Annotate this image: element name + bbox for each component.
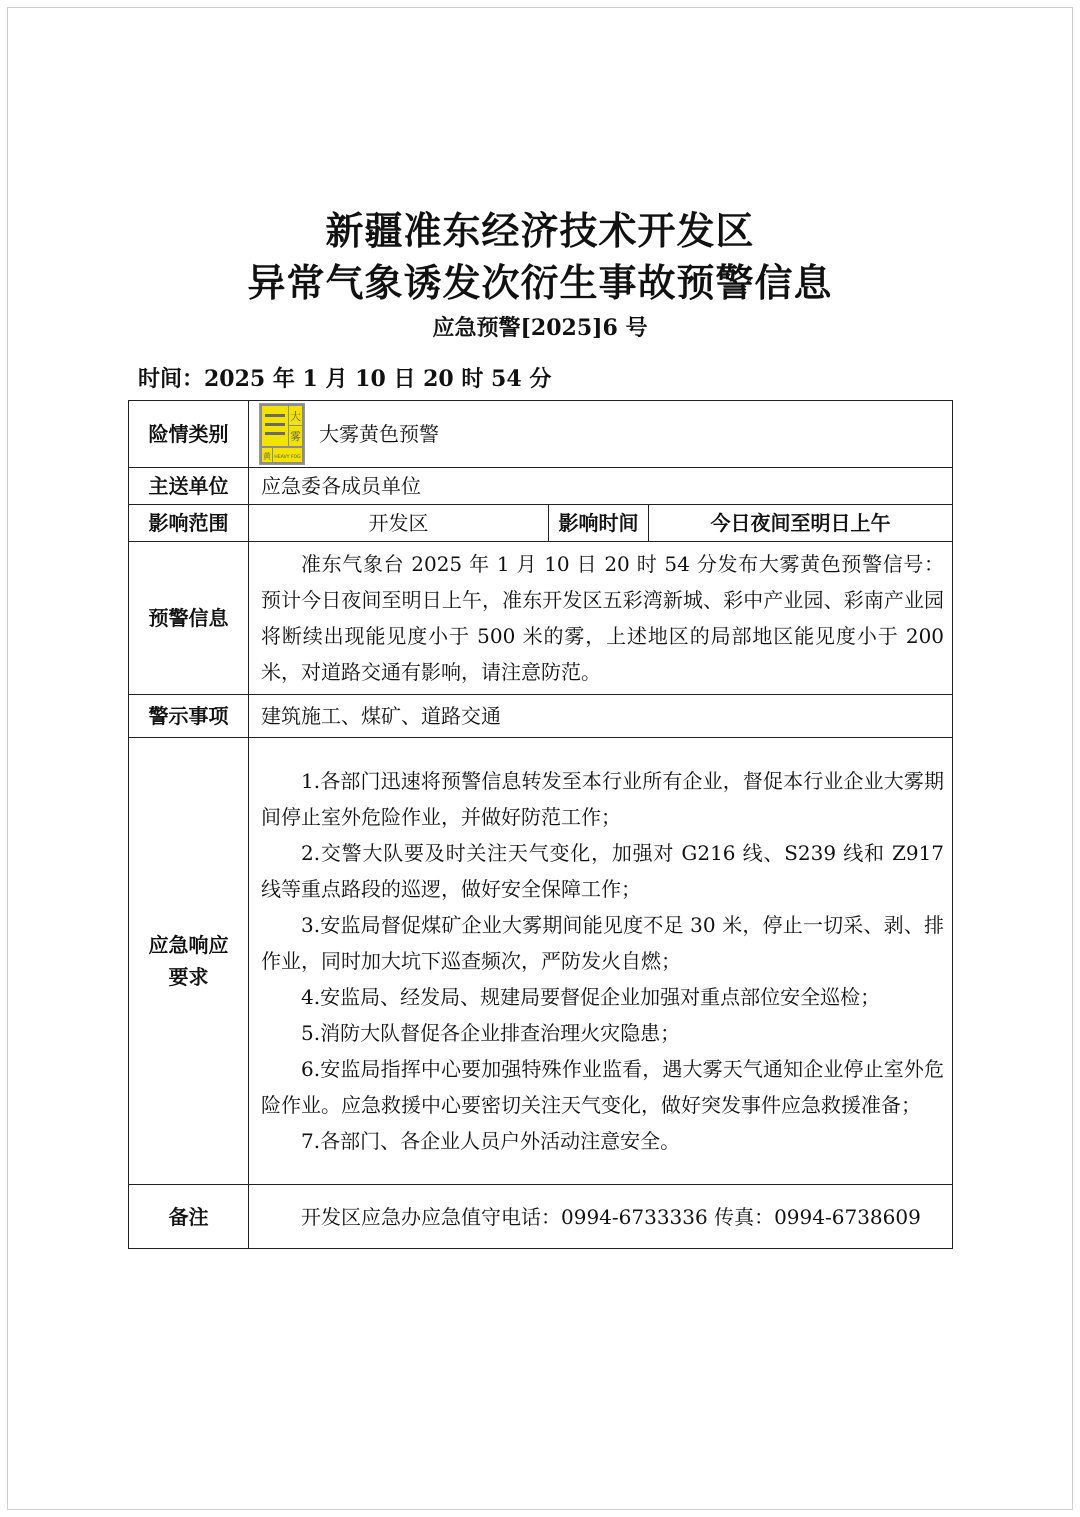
response-item: 5.消防大队督促各企业排查治理火灾隐患； (301, 1021, 681, 1045)
fog-icon-caption: HEAVY FOG (274, 455, 301, 460)
row-alert-items (129, 695, 953, 738)
response-item: 2.交警大队要及时关注天气变化，加强对 G216 线、S239 线和 Z917 线等重点路段的巡逻，做好安全保障工作； (261, 841, 945, 901)
warning-info-text: 准东气象台 2025 年 1 月 10 日 20 时 54 分发布大雾黄色预警信号：预计今日夜间至明日上午，准东开发区五彩湾新城、彩中产业园、彩南产业园将断续出现能见度小于 500 米的雾，上述地区的局部地区能见度小于 200 米，对道路交通有影响，请注意防范。 (261, 552, 945, 684)
fog-icon-char1: 大 (290, 410, 301, 423)
hazard-value: 大雾黄色预警 (319, 422, 439, 446)
remark-cell (249, 1185, 953, 1249)
alert-items-label: 警示事项 (129, 695, 249, 738)
row-hazard-type (129, 401, 953, 468)
fog-icon-char2: 雾 (290, 430, 301, 443)
impact-time-label: 影响时间 (549, 505, 649, 542)
row-recipient (129, 468, 953, 505)
heavy-fog-yellow-warning-icon (259, 403, 305, 465)
document-title-line2: 异常气象诱发次衍生事故预警信息 (247, 261, 833, 305)
emergency-response-label-line1: 应急响应 (148, 933, 229, 957)
fog-icon-char3: 黄 (263, 452, 271, 461)
warning-info-label: 预警信息 (129, 542, 249, 695)
issue-time: 时间：2025 年 1 月 10 日 20 时 54 分 (138, 366, 552, 392)
remark-label: 备注 (129, 1185, 249, 1249)
emergency-response-label-line2: 要求 (168, 965, 209, 989)
response-item: 1.各部门迅速将预警信息转发至本行业所有企业，督促本行业企业大雾期间停止室外危险作业，并做好防范工作； (261, 769, 945, 829)
row-scope (129, 505, 953, 542)
remark-value: 开发区应急办应急值守电话：0994-6733336 传真：0994-6738609 (301, 1204, 921, 1229)
recipient-value: 应急委各成员单位 (249, 468, 953, 505)
scope-value: 开发区 (249, 505, 549, 542)
warning-table (128, 400, 953, 1249)
row-remark (129, 1185, 953, 1249)
row-warning-info (129, 542, 953, 695)
recipient-label: 主送单位 (129, 468, 249, 505)
row-emergency-response (129, 738, 953, 1185)
emergency-response-label (129, 738, 249, 1185)
hazard-cell (249, 401, 953, 468)
response-item: 6.安监局指挥中心要加强特殊作业监看，遇大雾天气通知企业停止室外危险作业。应急救援中心要密切关注天气变化，做好突发事件应急救援准备； (261, 1057, 945, 1117)
document-title-line1: 新疆准东经济技术开发区 (325, 209, 755, 253)
document-number: 应急预警[2025]6 号 (432, 315, 648, 341)
response-item: 4.安监局、经发局、规建局要督促企业加强对重点部位安全巡检； (301, 985, 881, 1009)
impact-time-value: 今日夜间至明日上午 (649, 505, 953, 542)
response-item: 3.安监局督促煤矿企业大雾期间能见度不足 30 米，停止一切采、剥、排作业，同时加大坑下巡查频次，严防发火自燃； (261, 913, 945, 973)
emergency-response-cell (249, 738, 953, 1185)
scope-label: 影响范围 (129, 505, 249, 542)
warning-info-cell (249, 542, 953, 695)
hazard-label: 险情类别 (129, 401, 249, 468)
response-item: 7.各部门、各企业人员户外活动注意安全。 (301, 1129, 681, 1153)
alert-items-value: 建筑施工、煤矿、道路交通 (249, 695, 953, 738)
